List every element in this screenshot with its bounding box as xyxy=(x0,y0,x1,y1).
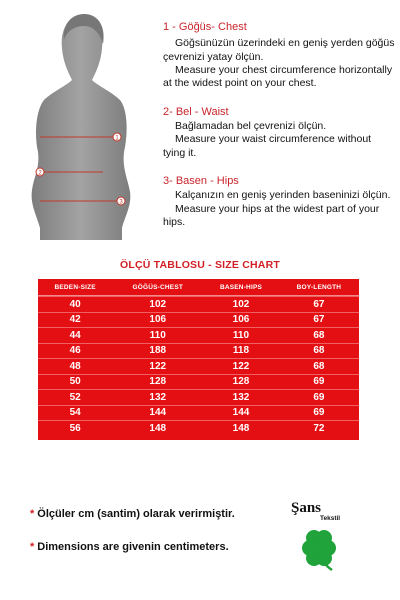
note-units-tr-text: Ölçüler cm (santim) olarak verirmiştir. xyxy=(37,508,235,520)
instruction-waist xyxy=(163,105,395,160)
table-row xyxy=(38,343,359,359)
cell-chest: 110 xyxy=(112,327,203,343)
cell-length: 68 xyxy=(279,358,359,374)
instruction-waist-en: Measure your waist circumference without tying it. xyxy=(163,133,372,159)
instruction-hips-tr: Kalçanızın en geniş yerinden baseninizi ölçün. xyxy=(175,189,391,202)
table-row xyxy=(38,296,359,312)
silhouette xyxy=(32,16,131,240)
column-header-length: BOY-LENGTH xyxy=(279,279,359,296)
cell-hips: 110 xyxy=(203,327,279,343)
brand-logo xyxy=(288,496,368,576)
cell-size: 56 xyxy=(38,420,112,440)
cell-length: 72 xyxy=(279,420,359,440)
column-header-hips: BASEN-HIPS xyxy=(203,279,279,296)
cell-hips: 122 xyxy=(203,358,279,374)
cell-hips: 102 xyxy=(203,296,279,312)
size-chart-title: ÖLÇÜ TABLOSU - SIZE CHART xyxy=(120,259,280,271)
note-units-en xyxy=(30,541,229,553)
cell-size: 52 xyxy=(38,389,112,405)
cell-hips: 128 xyxy=(203,374,279,390)
instruction-chest xyxy=(163,20,395,91)
table-row xyxy=(38,405,359,421)
table-row xyxy=(38,374,359,390)
cell-size: 44 xyxy=(38,327,112,343)
table-row xyxy=(38,312,359,328)
brand-name: Şans xyxy=(291,500,322,516)
cell-size: 54 xyxy=(38,405,112,421)
marker-3-label: 3 xyxy=(119,199,123,206)
note-units-en-text: Dimensions are givenin centimeters. xyxy=(37,541,229,553)
cell-chest: 132 xyxy=(112,389,203,405)
cell-length: 68 xyxy=(279,327,359,343)
cell-length: 69 xyxy=(279,389,359,405)
cell-hips: 144 xyxy=(203,405,279,421)
note-star: * xyxy=(30,541,35,553)
instruction-hips xyxy=(163,174,395,229)
cell-chest: 128 xyxy=(112,374,203,390)
cell-chest: 102 xyxy=(112,296,203,312)
note-units-tr xyxy=(30,508,235,520)
size-chart-header-row xyxy=(38,279,359,296)
cell-length: 67 xyxy=(279,296,359,312)
cell-chest: 148 xyxy=(112,420,203,440)
cell-size: 42 xyxy=(38,312,112,328)
cell-chest: 122 xyxy=(112,358,203,374)
cell-length: 69 xyxy=(279,374,359,390)
cell-size: 40 xyxy=(38,296,112,312)
cell-size: 50 xyxy=(38,374,112,390)
instruction-waist-title: 2- Bel - Waist xyxy=(163,105,229,118)
instruction-chest-title: 1 - Göğüs- Chest xyxy=(163,21,247,33)
size-chart-table xyxy=(38,279,359,440)
marker-2-label: 2 xyxy=(38,170,42,177)
instruction-hips-title: 3- Basen - Hips xyxy=(163,175,239,188)
table-row xyxy=(38,420,359,440)
cell-chest: 106 xyxy=(112,312,203,328)
measurement-instructions xyxy=(163,20,395,244)
brand-sub: Tekstil xyxy=(320,515,341,522)
marker-1-label: 1 xyxy=(115,135,119,142)
four-leaf-clover-icon xyxy=(302,530,336,570)
instruction-hips-en: Measure your hips at the widest part of your hips. xyxy=(163,202,380,229)
cell-hips: 118 xyxy=(203,343,279,359)
cell-chest: 144 xyxy=(112,405,203,421)
column-header-size: BEDEN-SIZE xyxy=(38,279,112,296)
table-row xyxy=(38,358,359,374)
cell-size: 48 xyxy=(38,358,112,374)
cell-hips: 132 xyxy=(203,389,279,405)
cell-length: 67 xyxy=(279,312,359,328)
note-star: * xyxy=(30,508,35,520)
cell-chest: 188 xyxy=(112,343,203,359)
cell-hips: 106 xyxy=(203,312,279,328)
cell-hips: 148 xyxy=(203,420,279,440)
instruction-waist-tr: Bağlamadan bel çevrenizi ölçün. xyxy=(175,119,327,132)
table-row xyxy=(38,389,359,405)
mannequin-figure xyxy=(0,0,150,240)
instruction-chest-en: Measure your chest circumference horizontally at the widest point on your chest. xyxy=(163,63,393,90)
cell-length: 69 xyxy=(279,405,359,421)
table-row xyxy=(38,327,359,343)
cell-size: 46 xyxy=(38,343,112,359)
column-header-chest: GÖĞÜS-CHEST xyxy=(112,279,203,296)
instruction-chest-tr: Göğsünüzün üzerindeki en geniş yerden göğüs çevrenizi yatay ölçün. xyxy=(163,37,395,63)
cell-length: 68 xyxy=(279,343,359,359)
